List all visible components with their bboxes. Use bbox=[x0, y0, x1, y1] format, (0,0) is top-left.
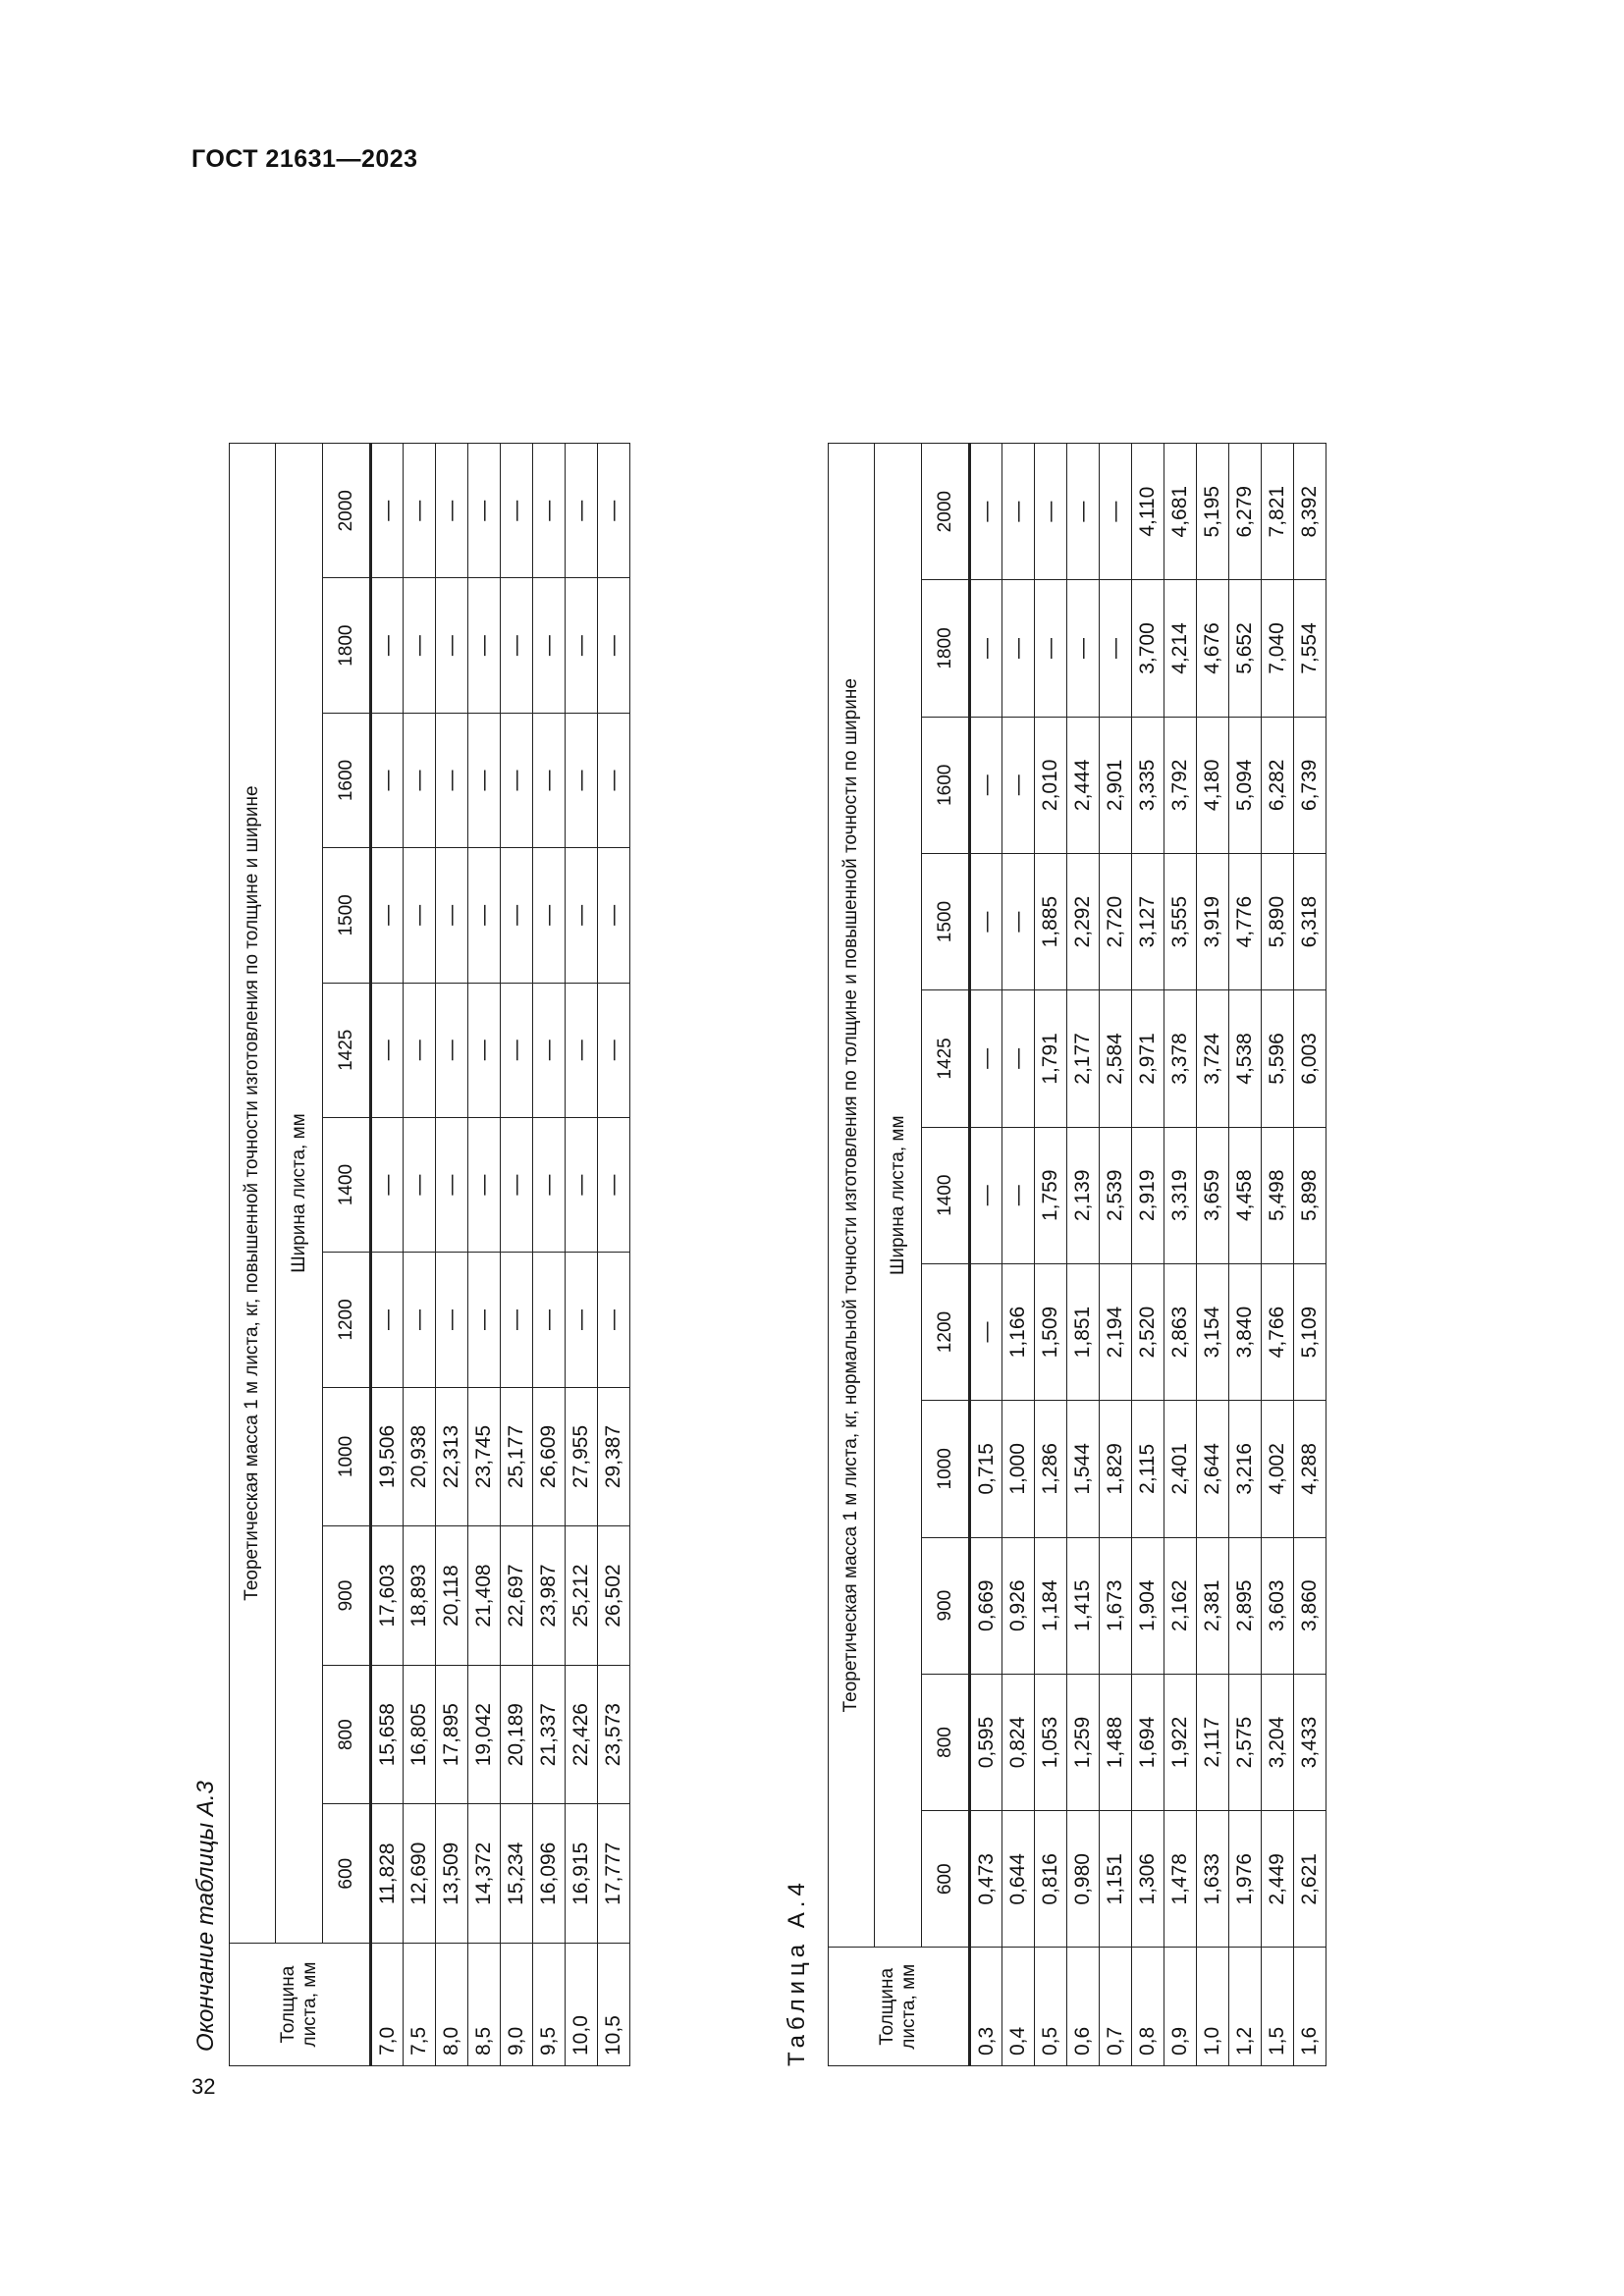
mass-value-cell: — bbox=[566, 848, 598, 983]
table-row bbox=[1197, 444, 1229, 2066]
mass-value-cell: 2,644 bbox=[1197, 1401, 1229, 1537]
mass-value-cell: 2,895 bbox=[1229, 1537, 1262, 1674]
mass-value-cell: 2,971 bbox=[1132, 990, 1164, 1127]
mass-value-cell: 6,279 bbox=[1229, 444, 1262, 580]
mass-value-cell: 3,724 bbox=[1197, 990, 1229, 1127]
mass-value-cell: — bbox=[468, 1117, 501, 1252]
mass-value-cell: 1,791 bbox=[1035, 990, 1067, 1127]
mass-value-cell: 1,509 bbox=[1035, 1263, 1067, 1400]
mass-value-cell: 12,690 bbox=[404, 1804, 436, 1944]
thickness-cell: 0,9 bbox=[1164, 1948, 1197, 2066]
mass-value-cell: — bbox=[1100, 444, 1132, 580]
mass-value-cell: 2,621 bbox=[1294, 1811, 1326, 1948]
thickness-cell: 1,2 bbox=[1229, 1948, 1262, 2066]
table-row bbox=[1067, 444, 1100, 2066]
mass-value-cell: — bbox=[468, 578, 501, 713]
mass-value-cell: 3,700 bbox=[1132, 580, 1164, 717]
mass-value-cell: 1,184 bbox=[1035, 1537, 1067, 1674]
table-a4 bbox=[828, 443, 1326, 2066]
width-column-header: 1000 bbox=[323, 1387, 371, 1526]
mass-value-cell: 3,919 bbox=[1197, 853, 1229, 989]
mass-value-cell: 13,509 bbox=[436, 1804, 468, 1944]
mass-value-cell: 3,555 bbox=[1164, 853, 1197, 989]
mass-value-cell: — bbox=[1002, 580, 1035, 717]
width-column-header: 800 bbox=[323, 1665, 371, 1804]
mass-value-cell: 26,502 bbox=[598, 1526, 630, 1666]
mass-value-cell: 2,115 bbox=[1132, 1401, 1164, 1537]
mass-value-cell: 0,816 bbox=[1035, 1811, 1067, 1948]
mass-value-cell: 17,777 bbox=[598, 1804, 630, 1944]
mass-value-cell: 26,609 bbox=[533, 1387, 566, 1526]
mass-value-cell: 1,633 bbox=[1197, 1811, 1229, 1948]
mass-value-cell: 2,449 bbox=[1262, 1811, 1294, 1948]
width-column-header: 1200 bbox=[323, 1253, 371, 1387]
mass-value-cell: — bbox=[1002, 1127, 1035, 1263]
mass-value-cell: — bbox=[1067, 580, 1100, 717]
mass-value-cell: — bbox=[598, 578, 630, 713]
mass-value-cell: 22,426 bbox=[566, 1665, 598, 1804]
mass-value-cell: 20,118 bbox=[436, 1526, 468, 1666]
mass-value-cell: — bbox=[404, 713, 436, 847]
mass-value-cell: 1,053 bbox=[1035, 1674, 1067, 1810]
table-row bbox=[533, 444, 566, 2066]
thickness-cell: 8,0 bbox=[436, 1944, 468, 2066]
mass-value-cell: 3,840 bbox=[1229, 1263, 1262, 1400]
mass-value-cell: — bbox=[1035, 580, 1067, 717]
mass-value-cell: — bbox=[1002, 990, 1035, 1127]
thickness-cell: 0,8 bbox=[1132, 1948, 1164, 2066]
mass-value-cell: 6,282 bbox=[1262, 717, 1294, 853]
thickness-cell: 9,5 bbox=[533, 1944, 566, 2066]
thickness-cell: 10,5 bbox=[598, 1944, 630, 2066]
mass-value-cell: 2,901 bbox=[1100, 717, 1132, 853]
table-row bbox=[1002, 444, 1035, 2066]
mass-value-cell: 4,288 bbox=[1294, 1401, 1326, 1537]
width-column-header: 2000 bbox=[922, 444, 970, 580]
mass-value-cell: — bbox=[598, 713, 630, 847]
mass-value-cell: 1,694 bbox=[1132, 1674, 1164, 1810]
table-row bbox=[371, 444, 404, 2066]
mass-value-cell: — bbox=[1002, 853, 1035, 989]
mass-value-cell: 19,042 bbox=[468, 1665, 501, 1804]
mass-value-cell: — bbox=[436, 848, 468, 983]
mass-value-cell: — bbox=[970, 580, 1002, 717]
mass-value-cell: 20,189 bbox=[501, 1665, 533, 1804]
thickness-cell: 0,6 bbox=[1067, 1948, 1100, 2066]
mass-value-cell: — bbox=[468, 983, 501, 1117]
mass-value-cell: 1,922 bbox=[1164, 1674, 1197, 1810]
mass-value-cell: — bbox=[371, 444, 404, 578]
thickness-cell: 9,0 bbox=[501, 1944, 533, 2066]
table-row bbox=[1100, 444, 1132, 2066]
thickness-cell: 1,6 bbox=[1294, 1948, 1326, 2066]
mass-value-cell: 5,195 bbox=[1197, 444, 1229, 580]
mass-value-cell: — bbox=[371, 1117, 404, 1252]
mass-value-cell: — bbox=[1067, 444, 1100, 580]
mass-value-cell: 0,595 bbox=[970, 1674, 1002, 1810]
mass-value-cell: 7,040 bbox=[1262, 580, 1294, 717]
mass-value-cell: — bbox=[404, 444, 436, 578]
mass-value-cell: 6,003 bbox=[1294, 990, 1326, 1127]
mass-value-cell: 1,478 bbox=[1164, 1811, 1197, 1948]
thickness-cell: 7,5 bbox=[404, 1944, 436, 2066]
mass-value-cell: 21,408 bbox=[468, 1526, 501, 1666]
mass-value-cell: — bbox=[598, 444, 630, 578]
width-column-header: 600 bbox=[323, 1804, 371, 1944]
mass-value-cell: 2,401 bbox=[1164, 1401, 1197, 1537]
width-column-header: 1600 bbox=[323, 713, 371, 847]
mass-value-cell: 25,177 bbox=[501, 1387, 533, 1526]
thickness-cell: 0,7 bbox=[1100, 1948, 1132, 2066]
mass-value-cell: 7,821 bbox=[1262, 444, 1294, 580]
mass-value-cell: — bbox=[1100, 580, 1132, 717]
mass-value-cell: 5,596 bbox=[1262, 990, 1294, 1127]
mass-value-cell: 3,154 bbox=[1197, 1263, 1229, 1400]
mass-value-cell: — bbox=[404, 848, 436, 983]
mass-value-cell: — bbox=[566, 578, 598, 713]
mass-value-cell: 4,214 bbox=[1164, 580, 1197, 717]
page-number: 32 bbox=[191, 2074, 216, 2099]
mass-value-cell: — bbox=[501, 578, 533, 713]
mass-value-cell: 2,720 bbox=[1100, 853, 1132, 989]
width-column-header: 1800 bbox=[323, 578, 371, 713]
document-code: ГОСТ 21631—2023 bbox=[191, 145, 418, 173]
mass-value-cell: 3,603 bbox=[1262, 1537, 1294, 1674]
mass-value-cell: 5,898 bbox=[1294, 1127, 1326, 1263]
mass-value-cell: 0,669 bbox=[970, 1537, 1002, 1674]
mass-value-cell: 15,234 bbox=[501, 1804, 533, 1944]
mass-value-cell: 1,673 bbox=[1100, 1537, 1132, 1674]
table-a3-caption: Окончание таблицы А.3 bbox=[192, 1781, 219, 2052]
mass-value-cell: 4,458 bbox=[1229, 1127, 1262, 1263]
mass-value-cell: 1,885 bbox=[1035, 853, 1067, 989]
mass-value-cell: 5,094 bbox=[1229, 717, 1262, 853]
mass-value-cell: 3,127 bbox=[1132, 853, 1164, 989]
mass-value-cell: 3,792 bbox=[1164, 717, 1197, 853]
mass-value-cell: 1,904 bbox=[1132, 1537, 1164, 1674]
thickness-cell: 1,0 bbox=[1197, 1948, 1229, 2066]
mass-value-cell: 2,863 bbox=[1164, 1263, 1197, 1400]
width-column-header: 1500 bbox=[922, 853, 970, 989]
mass-value-cell: 1,829 bbox=[1100, 1401, 1132, 1537]
table-row bbox=[1035, 444, 1067, 2066]
mass-value-cell: — bbox=[501, 1253, 533, 1387]
mass-value-cell: 1,259 bbox=[1067, 1674, 1100, 1810]
mass-value-cell: — bbox=[468, 1253, 501, 1387]
thickness-cell: 10,0 bbox=[566, 1944, 598, 2066]
mass-value-cell: — bbox=[598, 983, 630, 1117]
mass-value-cell: — bbox=[501, 848, 533, 983]
mass-value-cell: 23,745 bbox=[468, 1387, 501, 1526]
mass-value-cell: — bbox=[468, 848, 501, 983]
width-column-header: 1200 bbox=[922, 1263, 970, 1400]
width-column-header: 1000 bbox=[922, 1401, 970, 1537]
width-column-header: 800 bbox=[922, 1674, 970, 1810]
mass-value-cell: — bbox=[1002, 444, 1035, 580]
mass-value-cell: 11,828 bbox=[371, 1804, 404, 1944]
mass-value-cell: 19,506 bbox=[371, 1387, 404, 1526]
mass-value-cell: 5,109 bbox=[1294, 1263, 1326, 1400]
mass-value-cell: 0,644 bbox=[1002, 1811, 1035, 1948]
width-column-header: 2000 bbox=[323, 444, 371, 578]
width-header: Ширина листа, мм bbox=[276, 444, 323, 1944]
table-row bbox=[1294, 444, 1326, 2066]
mass-value-cell: 0,824 bbox=[1002, 1674, 1035, 1810]
mass-value-cell: 1,544 bbox=[1067, 1401, 1100, 1537]
mass-value-cell: 23,573 bbox=[598, 1665, 630, 1804]
mass-value-cell: — bbox=[404, 578, 436, 713]
mass-value-cell: 1,000 bbox=[1002, 1401, 1035, 1537]
width-column-header: 1425 bbox=[323, 983, 371, 1117]
mass-value-cell: — bbox=[404, 983, 436, 1117]
mass-value-cell: — bbox=[970, 444, 1002, 580]
mass-value-cell: 3,860 bbox=[1294, 1537, 1326, 1674]
mass-value-cell: — bbox=[501, 983, 533, 1117]
mass-value-cell: 1,166 bbox=[1002, 1263, 1035, 1400]
mass-value-cell: 15,658 bbox=[371, 1665, 404, 1804]
mass-value-cell: 2,539 bbox=[1100, 1127, 1132, 1263]
mass-value-cell: 4,676 bbox=[1197, 580, 1229, 717]
mass-value-cell: 3,216 bbox=[1229, 1401, 1262, 1537]
mass-value-cell: 22,313 bbox=[436, 1387, 468, 1526]
mass-value-cell: 8,392 bbox=[1294, 444, 1326, 580]
mass-value-cell: 23,987 bbox=[533, 1526, 566, 1666]
table-row bbox=[1164, 444, 1197, 2066]
mass-value-cell: — bbox=[404, 1117, 436, 1252]
mass-value-cell: 1,415 bbox=[1067, 1537, 1100, 1674]
mass-value-cell: 20,938 bbox=[404, 1387, 436, 1526]
table-row bbox=[501, 444, 533, 2066]
mass-value-cell: 29,387 bbox=[598, 1387, 630, 1526]
mass-value-cell: 5,498 bbox=[1262, 1127, 1294, 1263]
mass-value-cell: — bbox=[371, 1253, 404, 1387]
mass-value-cell: 3,433 bbox=[1294, 1674, 1326, 1810]
thickness-cell: 0,5 bbox=[1035, 1948, 1067, 2066]
width-column-header: 900 bbox=[922, 1537, 970, 1674]
mass-value-cell: 6,739 bbox=[1294, 717, 1326, 853]
thickness-header: Толщина листа, мм bbox=[829, 1948, 970, 2066]
table-row bbox=[970, 444, 1002, 2066]
table-row bbox=[436, 444, 468, 2066]
mass-value-cell: 18,893 bbox=[404, 1526, 436, 1666]
table-row bbox=[1262, 444, 1294, 2066]
mass-value-cell: 5,652 bbox=[1229, 580, 1262, 717]
mass-value-cell: — bbox=[970, 990, 1002, 1127]
mass-value-cell: — bbox=[970, 1127, 1002, 1263]
mass-value-cell: — bbox=[566, 444, 598, 578]
mass-value-cell: 4,776 bbox=[1229, 853, 1262, 989]
mass-value-cell: 1,759 bbox=[1035, 1127, 1067, 1263]
mass-value-cell: 2,381 bbox=[1197, 1537, 1229, 1674]
mass-value-cell: — bbox=[436, 983, 468, 1117]
table-a3-grid bbox=[229, 443, 630, 2066]
table-a4-caption: Таблица А.4 bbox=[784, 1878, 810, 2066]
mass-value-cell: 2,292 bbox=[1067, 853, 1100, 989]
width-column-header: 1800 bbox=[922, 580, 970, 717]
mass-value-cell: 1,851 bbox=[1067, 1263, 1100, 1400]
mass-value-cell: 4,110 bbox=[1132, 444, 1164, 580]
mass-header: Теоретическая масса 1 м листа, кг, нормальной точности изготовления по толщине и повышенной точности по ширине bbox=[829, 444, 875, 1948]
mass-value-cell: — bbox=[566, 1253, 598, 1387]
mass-value-cell: 1,151 bbox=[1100, 1811, 1132, 1948]
mass-value-cell: 16,805 bbox=[404, 1665, 436, 1804]
mass-value-cell: — bbox=[404, 1253, 436, 1387]
mass-value-cell: — bbox=[468, 444, 501, 578]
width-column-header: 1425 bbox=[922, 990, 970, 1127]
table-a3 bbox=[229, 443, 630, 2066]
mass-value-cell: 2,444 bbox=[1067, 717, 1100, 853]
mass-value-cell: — bbox=[436, 713, 468, 847]
table-a4-grid bbox=[828, 443, 1326, 2066]
mass-value-cell: 17,895 bbox=[436, 1665, 468, 1804]
width-column-header: 1400 bbox=[323, 1117, 371, 1252]
mass-value-cell: 4,538 bbox=[1229, 990, 1262, 1127]
mass-value-cell: — bbox=[371, 713, 404, 847]
thickness-cell: 0,3 bbox=[970, 1948, 1002, 2066]
mass-value-cell: 2,584 bbox=[1100, 990, 1132, 1127]
mass-value-cell: 3,319 bbox=[1164, 1127, 1197, 1263]
table-row bbox=[468, 444, 501, 2066]
mass-value-cell: — bbox=[533, 444, 566, 578]
width-header: Ширина листа, мм bbox=[875, 444, 922, 1948]
mass-value-cell: — bbox=[533, 983, 566, 1117]
mass-value-cell: 2,919 bbox=[1132, 1127, 1164, 1263]
mass-value-cell: 3,335 bbox=[1132, 717, 1164, 853]
mass-value-cell: 4,766 bbox=[1262, 1263, 1294, 1400]
mass-value-cell: 3,659 bbox=[1197, 1127, 1229, 1263]
mass-value-cell: 2,139 bbox=[1067, 1127, 1100, 1263]
mass-value-cell: 1,976 bbox=[1229, 1811, 1262, 1948]
thickness-cell: 8,5 bbox=[468, 1944, 501, 2066]
width-column-header: 600 bbox=[922, 1811, 970, 1948]
mass-value-cell: — bbox=[436, 1117, 468, 1252]
table-row bbox=[598, 444, 630, 2066]
mass-value-cell: 2,575 bbox=[1229, 1674, 1262, 1810]
mass-value-cell: 21,337 bbox=[533, 1665, 566, 1804]
mass-value-cell: 0,980 bbox=[1067, 1811, 1100, 1948]
mass-value-cell: 0,926 bbox=[1002, 1537, 1035, 1674]
mass-value-cell: 22,697 bbox=[501, 1526, 533, 1666]
mass-value-cell: 5,890 bbox=[1262, 853, 1294, 989]
mass-value-cell: 2,520 bbox=[1132, 1263, 1164, 1400]
table-row bbox=[404, 444, 436, 2066]
mass-value-cell: 6,318 bbox=[1294, 853, 1326, 989]
thickness-cell: 7,0 bbox=[371, 1944, 404, 2066]
mass-value-cell: 3,204 bbox=[1262, 1674, 1294, 1810]
thickness-cell: 1,5 bbox=[1262, 1948, 1294, 2066]
mass-value-cell: 16,915 bbox=[566, 1804, 598, 1944]
mass-value-cell: — bbox=[371, 983, 404, 1117]
table-row bbox=[1132, 444, 1164, 2066]
mass-value-cell: 7,554 bbox=[1294, 580, 1326, 717]
mass-value-cell: — bbox=[566, 713, 598, 847]
mass-value-cell: — bbox=[598, 848, 630, 983]
mass-value-cell: — bbox=[468, 713, 501, 847]
mass-value-cell: 0,473 bbox=[970, 1811, 1002, 1948]
mass-value-cell: — bbox=[501, 713, 533, 847]
mass-value-cell: — bbox=[1002, 717, 1035, 853]
mass-value-cell: — bbox=[970, 1263, 1002, 1400]
mass-value-cell: 16,096 bbox=[533, 1804, 566, 1944]
mass-value-cell: 27,955 bbox=[566, 1387, 598, 1526]
width-column-header: 900 bbox=[323, 1526, 371, 1666]
mass-value-cell: 4,180 bbox=[1197, 717, 1229, 853]
mass-value-cell: 1,306 bbox=[1132, 1811, 1164, 1948]
mass-value-cell: 25,212 bbox=[566, 1526, 598, 1666]
mass-value-cell: 0,715 bbox=[970, 1401, 1002, 1537]
mass-value-cell: — bbox=[1035, 444, 1067, 580]
mass-value-cell: 2,162 bbox=[1164, 1537, 1197, 1674]
mass-value-cell: — bbox=[533, 1117, 566, 1252]
table-row bbox=[1229, 444, 1262, 2066]
mass-value-cell: — bbox=[436, 1253, 468, 1387]
mass-value-cell: — bbox=[970, 853, 1002, 989]
mass-value-cell: — bbox=[436, 578, 468, 713]
mass-value-cell: — bbox=[371, 848, 404, 983]
mass-value-cell: — bbox=[533, 578, 566, 713]
table-row bbox=[566, 444, 598, 2066]
mass-value-cell: 1,488 bbox=[1100, 1674, 1132, 1810]
mass-value-cell: — bbox=[501, 1117, 533, 1252]
mass-value-cell: 4,002 bbox=[1262, 1401, 1294, 1537]
mass-value-cell: — bbox=[598, 1117, 630, 1252]
mass-value-cell: — bbox=[371, 578, 404, 713]
mass-value-cell: — bbox=[566, 1117, 598, 1252]
mass-value-cell: 2,177 bbox=[1067, 990, 1100, 1127]
mass-value-cell: 4,681 bbox=[1164, 444, 1197, 580]
mass-header: Теоретическая масса 1 м листа, кг, повышенной точности изготовления по толщине и ширине bbox=[230, 444, 276, 1944]
mass-value-cell: — bbox=[436, 444, 468, 578]
mass-value-cell: 2,194 bbox=[1100, 1263, 1132, 1400]
mass-value-cell: 14,372 bbox=[468, 1804, 501, 1944]
thickness-header: Толщина листа, мм bbox=[230, 1944, 371, 2066]
width-column-header: 1600 bbox=[922, 717, 970, 853]
mass-value-cell: — bbox=[566, 983, 598, 1117]
mass-value-cell: — bbox=[501, 444, 533, 578]
mass-value-cell: — bbox=[970, 717, 1002, 853]
mass-value-cell: 17,603 bbox=[371, 1526, 404, 1666]
mass-value-cell: 3,378 bbox=[1164, 990, 1197, 1127]
mass-value-cell: 2,010 bbox=[1035, 717, 1067, 853]
width-column-header: 1500 bbox=[323, 848, 371, 983]
width-column-header: 1400 bbox=[922, 1127, 970, 1263]
mass-value-cell: 2,117 bbox=[1197, 1674, 1229, 1810]
mass-value-cell: — bbox=[598, 1253, 630, 1387]
thickness-cell: 0,4 bbox=[1002, 1948, 1035, 2066]
mass-value-cell: — bbox=[533, 1253, 566, 1387]
mass-value-cell: 1,286 bbox=[1035, 1401, 1067, 1537]
mass-value-cell: — bbox=[533, 848, 566, 983]
mass-value-cell: — bbox=[533, 713, 566, 847]
